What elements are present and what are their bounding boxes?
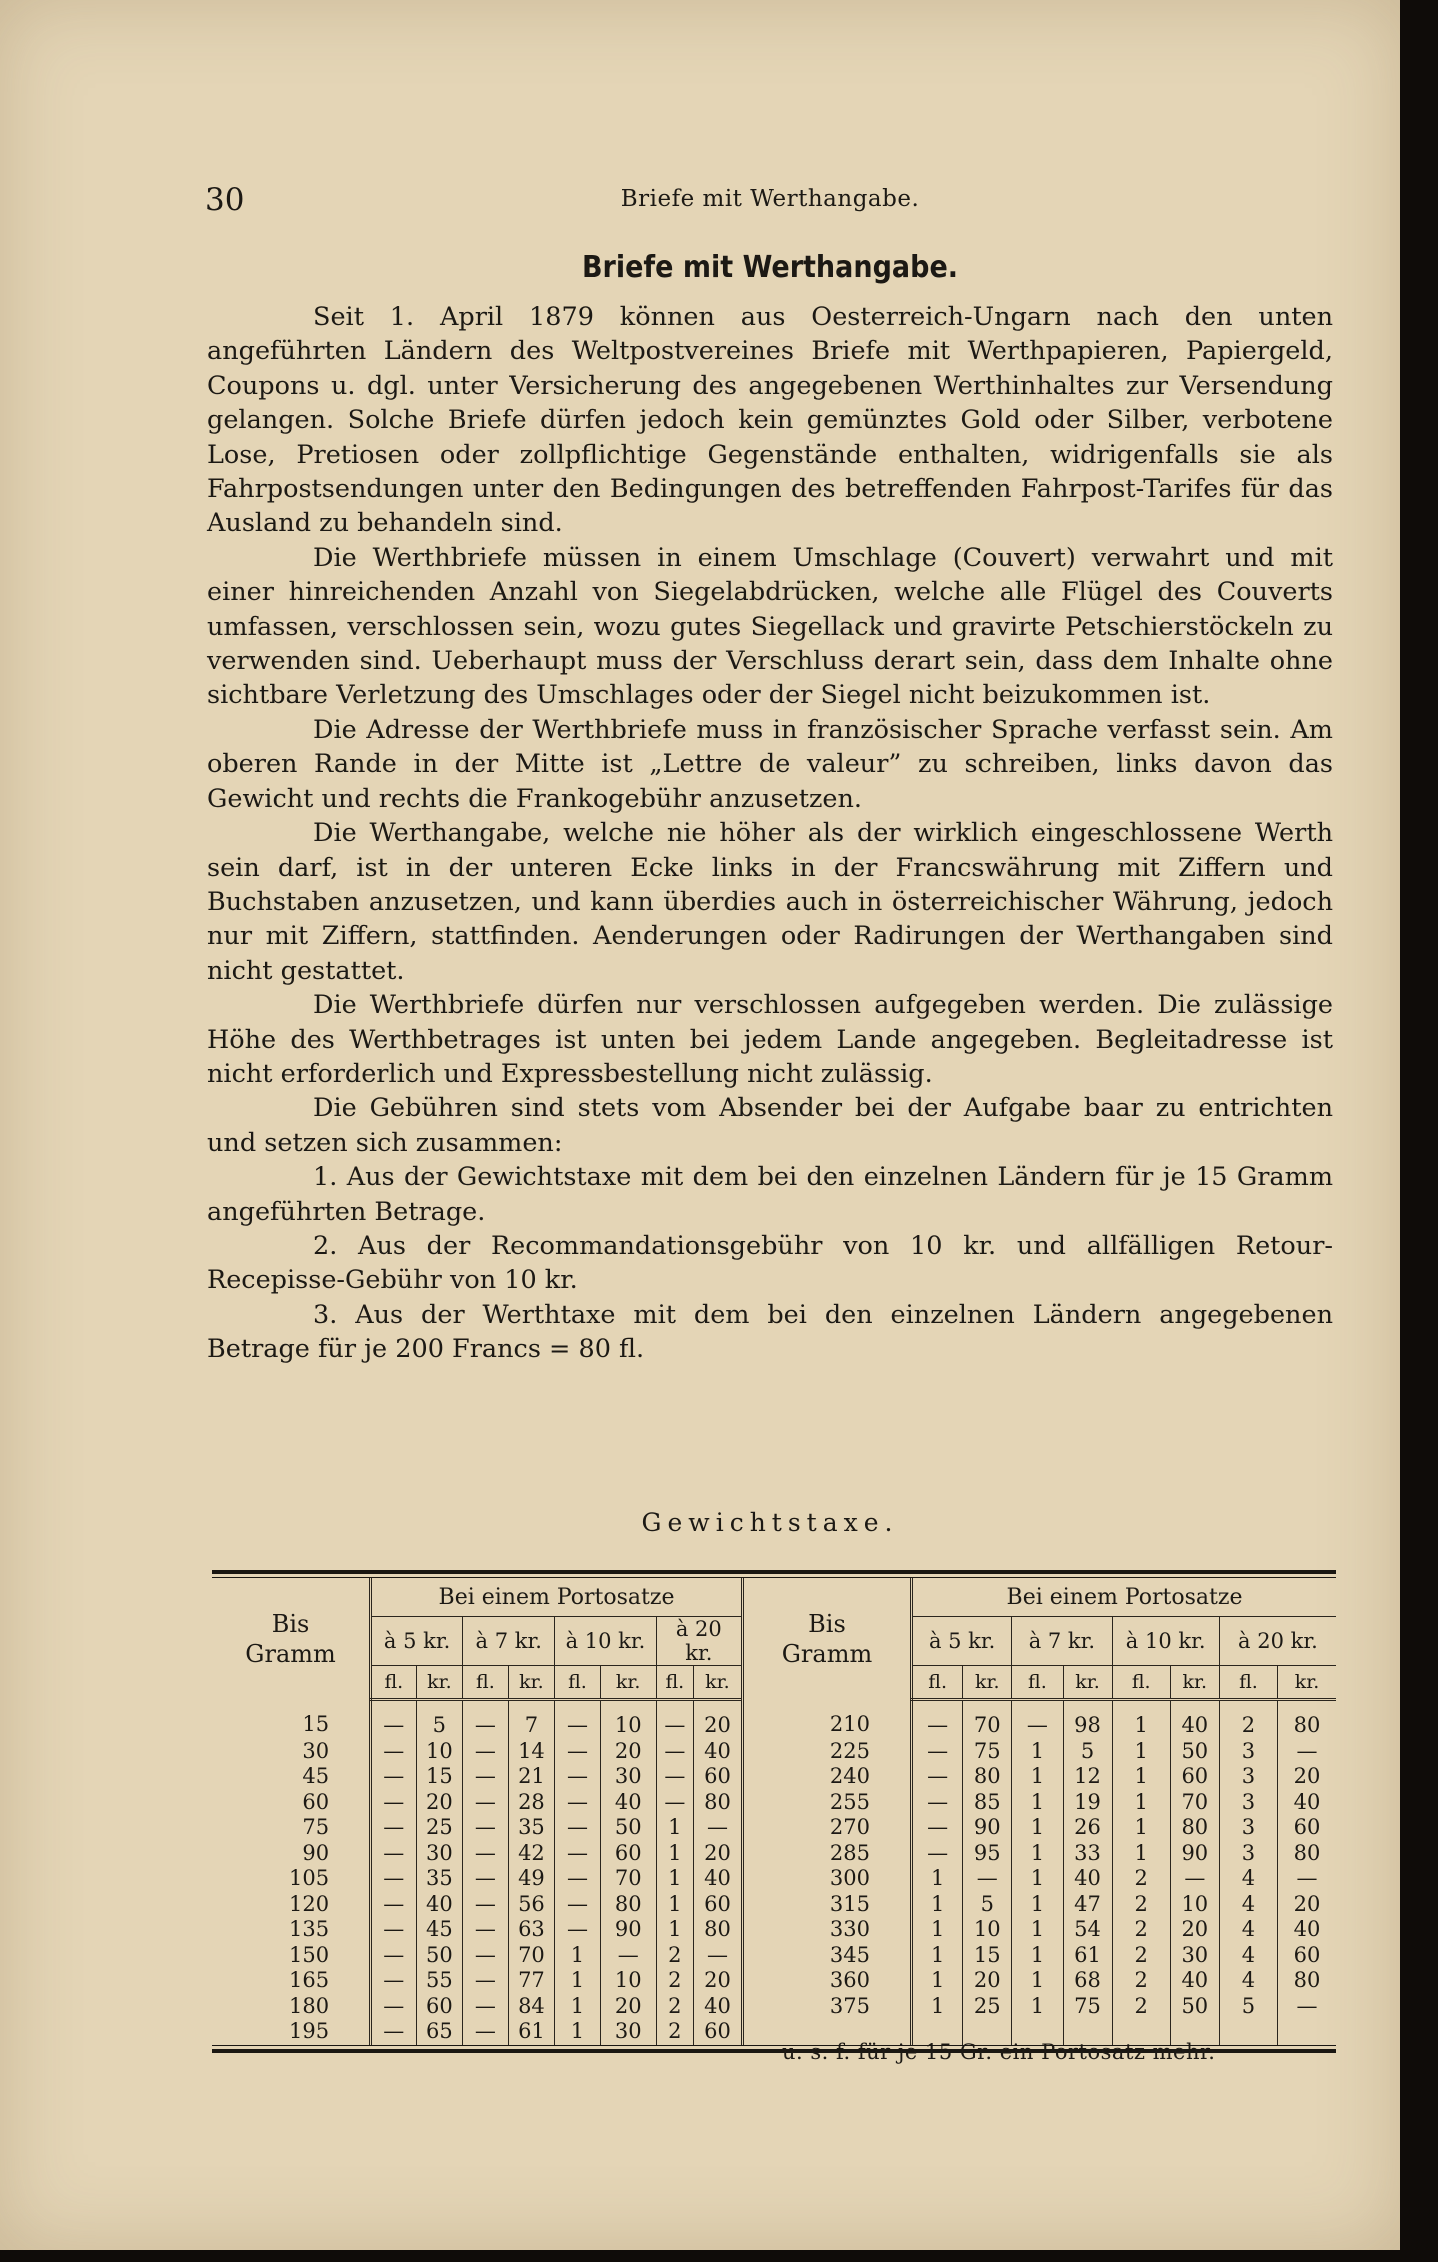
kr-header: kr. xyxy=(693,1666,742,1700)
table-row xyxy=(212,1815,1336,1841)
fl-cell: 1 xyxy=(555,1968,600,1994)
fl-header: fl. xyxy=(1112,1666,1170,1700)
fl-cell: — xyxy=(463,1866,508,1892)
kr-header: kr. xyxy=(1170,1666,1219,1700)
fl-cell: 2 xyxy=(656,1994,693,2020)
fl-cell: — xyxy=(371,1739,416,1765)
kr-cell: 10 xyxy=(963,1917,1012,1943)
kr-cell: 90 xyxy=(963,1815,1012,1841)
table-row xyxy=(212,1943,1336,1969)
fl-cell: 1 xyxy=(1012,1815,1063,1841)
weight-cell: 15 xyxy=(302,1712,330,1737)
kr-cell: 40 xyxy=(1278,1917,1336,1943)
kr-cell: 75 xyxy=(1063,1994,1112,2020)
kr-cell: 12 xyxy=(1063,1764,1112,1790)
paragraph: 2. Aus der Recommandationsgebühr von 10 kr. und allfälligen Retour-Recepisse-Gebühr von 10 kr. xyxy=(207,1230,1333,1296)
fl-header: fl. xyxy=(371,1666,416,1700)
fl-cell: 2 xyxy=(656,1968,693,1994)
weight-cell: 240 xyxy=(742,1764,911,1790)
kr-cell: 42 xyxy=(508,1841,555,1867)
kr-cell: 45 xyxy=(416,1917,463,1943)
weight-cell: 135 xyxy=(288,1917,330,1941)
kr-cell: 80 xyxy=(1278,1968,1336,1994)
kr-cell: 14 xyxy=(508,1739,555,1765)
table-row xyxy=(212,1790,1336,1816)
fl-cell: 3 xyxy=(1219,1790,1277,1816)
kr-header: kr. xyxy=(963,1666,1012,1700)
fl-cell: 2 xyxy=(1112,1968,1170,1994)
fl-cell: — xyxy=(912,1739,963,1765)
fl-cell: 1 xyxy=(555,1943,600,1969)
fl-cell: 2 xyxy=(1112,1892,1170,1918)
kr-cell: 40 xyxy=(1278,1790,1336,1816)
fl-cell: 4 xyxy=(1219,1892,1277,1918)
weight-tax-table xyxy=(212,1570,1336,2053)
kr-cell: 40 xyxy=(1170,1700,1219,1739)
fl-cell: — xyxy=(656,1790,693,1816)
kr-cell: 20 xyxy=(1278,1892,1336,1918)
kr-cell: 63 xyxy=(508,1917,555,1943)
table-row xyxy=(212,1700,1336,1739)
fl-cell: — xyxy=(463,2019,508,2045)
weight-cell: 165 xyxy=(288,1968,330,1992)
fl-cell: 1 xyxy=(1012,1739,1063,1765)
kr-cell: 28 xyxy=(508,1790,555,1816)
kr-cell: 95 xyxy=(963,1841,1012,1867)
kr-cell: 55 xyxy=(416,1968,463,1994)
table-row xyxy=(212,1892,1336,1918)
rate-header: à 10 kr. xyxy=(555,1617,656,1666)
fl-cell: 1 xyxy=(1012,1790,1063,1816)
kr-cell: 60 xyxy=(693,1892,742,1918)
kr-cell: 40 xyxy=(600,1790,656,1816)
kr-cell: 77 xyxy=(508,1968,555,1994)
table-body xyxy=(212,1700,1336,2045)
page-header xyxy=(205,182,1335,222)
kr-cell: 40 xyxy=(693,1739,742,1765)
fl-cell: — xyxy=(463,1841,508,1867)
fl-cell: — xyxy=(463,1815,508,1841)
fl-cell: — xyxy=(463,1917,508,1943)
fl-cell: — xyxy=(371,1866,416,1892)
fl-cell: 1 xyxy=(656,1866,693,1892)
kr-cell: 20 xyxy=(1278,1764,1336,1790)
weight-cell: 195 xyxy=(288,2019,330,2043)
table-row xyxy=(212,1968,1336,1994)
table-row xyxy=(212,1917,1336,1943)
fl-cell: 1 xyxy=(656,1917,693,1943)
kr-cell: 60 xyxy=(600,1841,656,1867)
weight-cell: 180 xyxy=(288,1993,330,2018)
rate-header: à 7 kr. xyxy=(1012,1617,1112,1666)
weight-cell: 255 xyxy=(742,1790,911,1816)
kr-cell: 50 xyxy=(1170,1739,1219,1765)
kr-cell: 50 xyxy=(600,1815,656,1841)
weight-cell: 270 xyxy=(742,1815,911,1841)
fl-cell: — xyxy=(555,1739,600,1765)
fl-cell: — xyxy=(555,1892,600,1918)
weight-cell: 150 xyxy=(288,1942,330,1967)
kr-cell: 20 xyxy=(693,1968,742,1994)
kr-header: kr. xyxy=(508,1666,555,1700)
fl-cell: 2 xyxy=(656,1943,693,1969)
fl-cell: — xyxy=(555,1815,600,1841)
kr-cell: 80 xyxy=(693,1790,742,1816)
table-row xyxy=(212,1739,1336,1765)
kr-cell: — xyxy=(1278,1739,1336,1765)
fl-cell: — xyxy=(555,1866,600,1892)
fl-cell: — xyxy=(371,1892,416,1918)
kr-cell: 60 xyxy=(1170,1764,1219,1790)
fl-cell: — xyxy=(463,1790,508,1816)
fl-cell: — xyxy=(371,2019,416,2045)
paragraph: Die Werthbriefe dürfen nur verschlossen aufgegeben werden. Die zulässige Höhe des Werthbetrages ist unten bei jedem Lande angegeben. Begleitadresse ist nicht erforderlich und Expressbestellung nicht zulässig. xyxy=(207,990,1333,1089)
kr-cell: 25 xyxy=(963,1994,1012,2020)
kr-cell: 60 xyxy=(693,2019,742,2045)
section-title: Briefe mit Werthangabe. xyxy=(581,250,959,285)
kr-cell: 50 xyxy=(416,1943,463,1969)
rate-header: à 20 kr. xyxy=(1219,1617,1336,1666)
kr-cell: 30 xyxy=(1170,1943,1219,1969)
kr-cell: 70 xyxy=(1170,1790,1219,1816)
fl-cell: — xyxy=(555,1764,600,1790)
kr-cell: 84 xyxy=(508,1994,555,2020)
kr-cell: 60 xyxy=(1278,1943,1336,1969)
kr-header: kr. xyxy=(416,1666,463,1700)
fl-cell: — xyxy=(912,1700,963,1739)
kr-cell: — xyxy=(1170,1866,1219,1892)
fl-cell: 2 xyxy=(1112,1917,1170,1943)
kr-cell: 20 xyxy=(693,1700,742,1739)
fl-cell: 1 xyxy=(1012,1841,1063,1867)
weight-cell: 360 xyxy=(742,1968,911,1994)
fl-cell: 1 xyxy=(1012,1892,1063,1918)
kr-cell: 85 xyxy=(963,1790,1012,1816)
fl-cell: 1 xyxy=(656,1892,693,1918)
kr-cell: — xyxy=(1278,1994,1336,2020)
fl-cell: — xyxy=(656,1764,693,1790)
weight-cell: 345 xyxy=(742,1943,911,1969)
kr-cell: 15 xyxy=(416,1764,463,1790)
fl-cell: — xyxy=(463,1968,508,1994)
kr-cell: 80 xyxy=(963,1764,1012,1790)
body-text xyxy=(207,300,1333,1367)
fl-cell: 1 xyxy=(1112,1815,1170,1841)
kr-cell: 60 xyxy=(416,1994,463,2020)
table-footnote: u. s. f. für je 15 Gr. ein Portosatz mehr. xyxy=(782,2040,1216,2064)
fl-cell: 4 xyxy=(1219,1943,1277,1969)
fl-cell: — xyxy=(912,1764,963,1790)
kr-header: kr. xyxy=(600,1666,656,1700)
weight-cell: 90 xyxy=(302,1840,330,1865)
fl-cell: — xyxy=(463,1943,508,1969)
kr-cell: 20 xyxy=(1170,1917,1219,1943)
fl-cell: — xyxy=(371,1790,416,1816)
fl-cell: — xyxy=(912,1841,963,1867)
kr-cell: 65 xyxy=(416,2019,463,2045)
weight-cell: 300 xyxy=(742,1866,911,1892)
kr-cell: 10 xyxy=(1170,1892,1219,1918)
fl-cell: 1 xyxy=(1012,1917,1063,1943)
page-number: 30 xyxy=(205,182,245,218)
fl-cell: 1 xyxy=(656,1841,693,1867)
fl-cell: — xyxy=(371,1764,416,1790)
fl-cell: 1 xyxy=(1112,1841,1170,1867)
fl-cell: 1 xyxy=(1012,1968,1063,1994)
fl-cell: — xyxy=(555,1700,600,1739)
weight-cell: 30 xyxy=(302,1738,330,1763)
fl-cell: — xyxy=(463,1764,508,1790)
kr-cell: 90 xyxy=(1170,1841,1219,1867)
kr-cell: 5 xyxy=(416,1700,463,1739)
fl-cell: — xyxy=(371,1994,416,2020)
fl-cell xyxy=(1219,2019,1277,2045)
fl-cell: 1 xyxy=(1012,1866,1063,1892)
kr-cell: 20 xyxy=(600,1994,656,2020)
kr-cell: 7 xyxy=(508,1700,555,1739)
fl-header: fl. xyxy=(1012,1666,1063,1700)
fl-cell: 1 xyxy=(555,1994,600,2020)
fl-cell: 3 xyxy=(1219,1841,1277,1867)
kr-cell: — xyxy=(1278,1866,1336,1892)
fl-cell: 1 xyxy=(1112,1764,1170,1790)
kr-cell: 10 xyxy=(600,1968,656,1994)
fl-cell: — xyxy=(463,1994,508,2020)
fl-cell: — xyxy=(371,1943,416,1969)
fl-cell: 1 xyxy=(912,1917,963,1943)
kr-cell: 40 xyxy=(693,1994,742,2020)
fl-cell: — xyxy=(912,1790,963,1816)
kr-cell: 50 xyxy=(1170,1994,1219,2020)
kr-cell: 70 xyxy=(600,1866,656,1892)
kr-cell: 20 xyxy=(963,1968,1012,1994)
fl-cell: 1 xyxy=(1112,1700,1170,1739)
fl-cell: — xyxy=(1012,1700,1063,1739)
kr-cell: 33 xyxy=(1063,1841,1112,1867)
kr-cell: 26 xyxy=(1063,1815,1112,1841)
fl-cell: 2 xyxy=(1112,1866,1170,1892)
kr-cell: 90 xyxy=(600,1917,656,1943)
kr-cell: 49 xyxy=(508,1866,555,1892)
kr-cell: 40 xyxy=(693,1866,742,1892)
kr-cell: 56 xyxy=(508,1892,555,1918)
kr-cell: 15 xyxy=(963,1943,1012,1969)
fl-cell: 1 xyxy=(912,1943,963,1969)
fl-cell: 1 xyxy=(555,2019,600,2045)
kr-cell: 10 xyxy=(416,1739,463,1765)
weight-cell: 225 xyxy=(742,1739,911,1765)
kr-cell: 20 xyxy=(600,1739,656,1765)
rate-header: à 10 kr. xyxy=(1112,1617,1219,1666)
fl-cell: 3 xyxy=(1219,1815,1277,1841)
paragraph: 3. Aus der Werthtaxe mit dem bei den einzelnen Ländern angegebenen Betrage für je 200 Francs = 80 fl. xyxy=(207,1299,1333,1365)
weight-cell: 120 xyxy=(288,1891,330,1916)
weight-cell: 75 xyxy=(302,1815,330,1839)
kr-cell: 40 xyxy=(1170,1968,1219,1994)
kr-cell: 61 xyxy=(508,2019,555,2045)
kr-cell: 68 xyxy=(1063,1968,1112,1994)
kr-cell: 30 xyxy=(600,1764,656,1790)
fl-cell: 1 xyxy=(912,1994,963,2020)
fl-cell: 4 xyxy=(1219,1968,1277,1994)
kr-cell: 21 xyxy=(508,1764,555,1790)
paragraph: Seit 1. April 1879 können aus Oesterreich-Ungarn nach den unten angeführten Ländern des Weltpostvereines Briefe mit Werthpapieren, Papiergeld, Coupons u. dgl. unter Versicherung des angegebenen Werthinhaltes zur Versendung gelangen. Solche Briefe dürfen jedoch kein gemünztes Gold oder Silber, verbotene Lose, Pretiosen oder zollpflichtige Gegenstände enthalten, widrigenfalls sie als Fahrpostsendungen unter den Bedingungen des betreffenden Fahrpost-Tarifes für das Ausland zu behandeln sind. xyxy=(207,302,1333,539)
fl-cell: 5 xyxy=(1219,1994,1277,2020)
fl-cell: 1 xyxy=(912,1892,963,1918)
fl-cell: — xyxy=(371,1815,416,1841)
paragraph: Die Werthangabe, welche nie höher als der wirklich eingeschlossene Werth sein darf, ist in der unteren Ecke links in der Francswährung mit Ziffern und Buchstaben anzusetzen, und kann überdies auch in österreichischer Währung, jedoch nur mit Ziffern, stattfinden. Aenderungen oder Radirungen der Werthangaben sind nicht gestattet. xyxy=(207,818,1333,986)
paragraph: Die Gebühren sind stets vom Absender bei der Aufgabe baar zu entrichten und setzen sich zusammen: xyxy=(207,1093,1333,1158)
weight-cell: 375 xyxy=(742,1994,911,2020)
fl-cell: 2 xyxy=(656,2019,693,2045)
portosatz-group-header: Bei einem Portosatze xyxy=(912,1578,1337,1617)
weight-cell: 45 xyxy=(302,1764,330,1788)
kr-cell: 30 xyxy=(416,1841,463,1867)
table-row xyxy=(212,1994,1336,2020)
fl-cell: 4 xyxy=(1219,1917,1277,1943)
kr-cell: 70 xyxy=(963,1700,1012,1739)
fl-cell: — xyxy=(371,1968,416,1994)
kr-cell: 80 xyxy=(1278,1700,1336,1739)
kr-cell: 30 xyxy=(600,2019,656,2045)
fl-cell: — xyxy=(912,1815,963,1841)
kr-cell: 19 xyxy=(1063,1790,1112,1816)
rate-header: à 7 kr. xyxy=(463,1617,555,1666)
fl-cell: — xyxy=(555,1917,600,1943)
fl-header: fl. xyxy=(656,1666,693,1700)
fl-cell: — xyxy=(371,1917,416,1943)
kr-cell: 61 xyxy=(1063,1943,1112,1969)
paragraph: Die Adresse der Werthbriefe muss in französischer Sprache verfasst sein. Am oberen Rande in der Mitte ist „Lettre de valeur” zu schreiben, links davon das Gewicht und rechts die Frankogebühr anzusetzen. xyxy=(207,714,1333,814)
fl-cell: — xyxy=(555,1790,600,1816)
weight-cell: 315 xyxy=(742,1892,911,1918)
table-row xyxy=(212,1764,1336,1790)
fl-cell: 1 xyxy=(1012,1764,1063,1790)
weight-cell: 330 xyxy=(742,1917,911,1943)
kr-cell: 20 xyxy=(693,1841,742,1867)
kr-cell: 80 xyxy=(1278,1841,1336,1867)
fl-cell: 1 xyxy=(1112,1790,1170,1816)
fl-cell: 1 xyxy=(912,1968,963,1994)
kr-cell: 5 xyxy=(1063,1739,1112,1765)
fl-cell: 1 xyxy=(1112,1739,1170,1765)
fl-cell: — xyxy=(555,1841,600,1867)
fl-cell: 3 xyxy=(1219,1764,1277,1790)
bis-gramm-header: Bis Gramm xyxy=(245,1609,336,1668)
kr-cell: 35 xyxy=(508,1815,555,1841)
rate-table xyxy=(212,1578,1336,2045)
rate-header: à 5 kr. xyxy=(912,1617,1012,1666)
kr-cell: 40 xyxy=(1063,1866,1112,1892)
weight-cell: 105 xyxy=(288,1866,330,1890)
table-title: Gewichtstaxe. xyxy=(641,1508,899,1537)
running-head: Briefe mit Werthangabe. xyxy=(620,186,920,212)
rate-header: à 20 kr. xyxy=(656,1617,742,1666)
weight-cell: 60 xyxy=(302,1789,330,1814)
kr-cell: 60 xyxy=(693,1764,742,1790)
fl-cell: — xyxy=(463,1892,508,1918)
kr-cell: 35 xyxy=(416,1866,463,1892)
fl-header: fl. xyxy=(463,1666,508,1700)
kr-cell: 80 xyxy=(693,1917,742,1943)
fl-cell: 2 xyxy=(1112,1994,1170,2020)
bis-gramm-header: Bis Gramm xyxy=(742,1578,911,1700)
rate-header: à 5 kr. xyxy=(371,1617,463,1666)
table-row xyxy=(212,1841,1336,1867)
kr-cell: 10 xyxy=(600,1700,656,1739)
kr-cell: 70 xyxy=(508,1943,555,1969)
fl-cell: — xyxy=(371,1841,416,1867)
fl-header: fl. xyxy=(1219,1666,1277,1700)
fl-cell: — xyxy=(656,1700,693,1739)
fl-cell: 4 xyxy=(1219,1866,1277,1892)
fl-cell: 2 xyxy=(1112,1943,1170,1969)
portosatz-group-header: Bei einem Portosatze xyxy=(371,1578,743,1617)
kr-header: kr. xyxy=(1278,1666,1336,1700)
weight-cell: 210 xyxy=(742,1700,911,1739)
fl-cell: — xyxy=(656,1739,693,1765)
fl-cell: — xyxy=(371,1700,416,1739)
kr-cell: 80 xyxy=(600,1892,656,1918)
kr-cell: — xyxy=(600,1943,656,1969)
fl-cell: — xyxy=(463,1739,508,1765)
fl-cell: 2 xyxy=(1219,1700,1277,1739)
kr-cell: 20 xyxy=(416,1790,463,1816)
kr-cell: 54 xyxy=(1063,1917,1112,1943)
fl-header: fl. xyxy=(912,1666,963,1700)
fl-cell: 1 xyxy=(1012,1994,1063,2020)
fl-cell: 1 xyxy=(656,1815,693,1841)
kr-cell: 98 xyxy=(1063,1700,1112,1739)
kr-cell xyxy=(1278,2019,1336,2045)
fl-cell: — xyxy=(463,1700,508,1739)
fl-cell: 3 xyxy=(1219,1739,1277,1765)
paragraph: Die Werthbriefe müssen in einem Umschlage (Couvert) verwahrt und mit einer hinreichenden Anzahl von Siegelabdrücken, welche alle Flügel des Couverts umfassen, verschlossen sein, wozu gutes Siegellack und gravirte Petschierstöckeln zu verwenden sind. Ueberhaupt muss der Verschluss derart sein, dass dem Inhalte ohne sichtbare Verletzung des Umschlages oder der Siegel nicht beizukommen ist. xyxy=(207,542,1333,711)
kr-cell: 47 xyxy=(1063,1892,1112,1918)
kr-cell: — xyxy=(693,1815,742,1841)
fl-cell: 1 xyxy=(1012,1943,1063,1969)
fl-header: fl. xyxy=(555,1666,600,1700)
kr-cell: 75 xyxy=(963,1739,1012,1765)
kr-cell: — xyxy=(963,1866,1012,1892)
kr-header: kr. xyxy=(1063,1666,1112,1700)
kr-cell: 40 xyxy=(416,1892,463,1918)
kr-cell: 5 xyxy=(963,1892,1012,1918)
paragraph: 1. Aus der Gewichtstaxe mit dem bei den einzelnen Ländern für je 15 Gramm angeführten Betrage. xyxy=(207,1162,1333,1227)
kr-cell: 25 xyxy=(416,1815,463,1841)
kr-cell: 60 xyxy=(1278,1815,1336,1841)
weight-cell: 285 xyxy=(742,1841,911,1867)
table-row xyxy=(212,1866,1336,1892)
kr-cell: — xyxy=(693,1943,742,1969)
kr-cell: 80 xyxy=(1170,1815,1219,1841)
fl-cell: 1 xyxy=(912,1866,963,1892)
